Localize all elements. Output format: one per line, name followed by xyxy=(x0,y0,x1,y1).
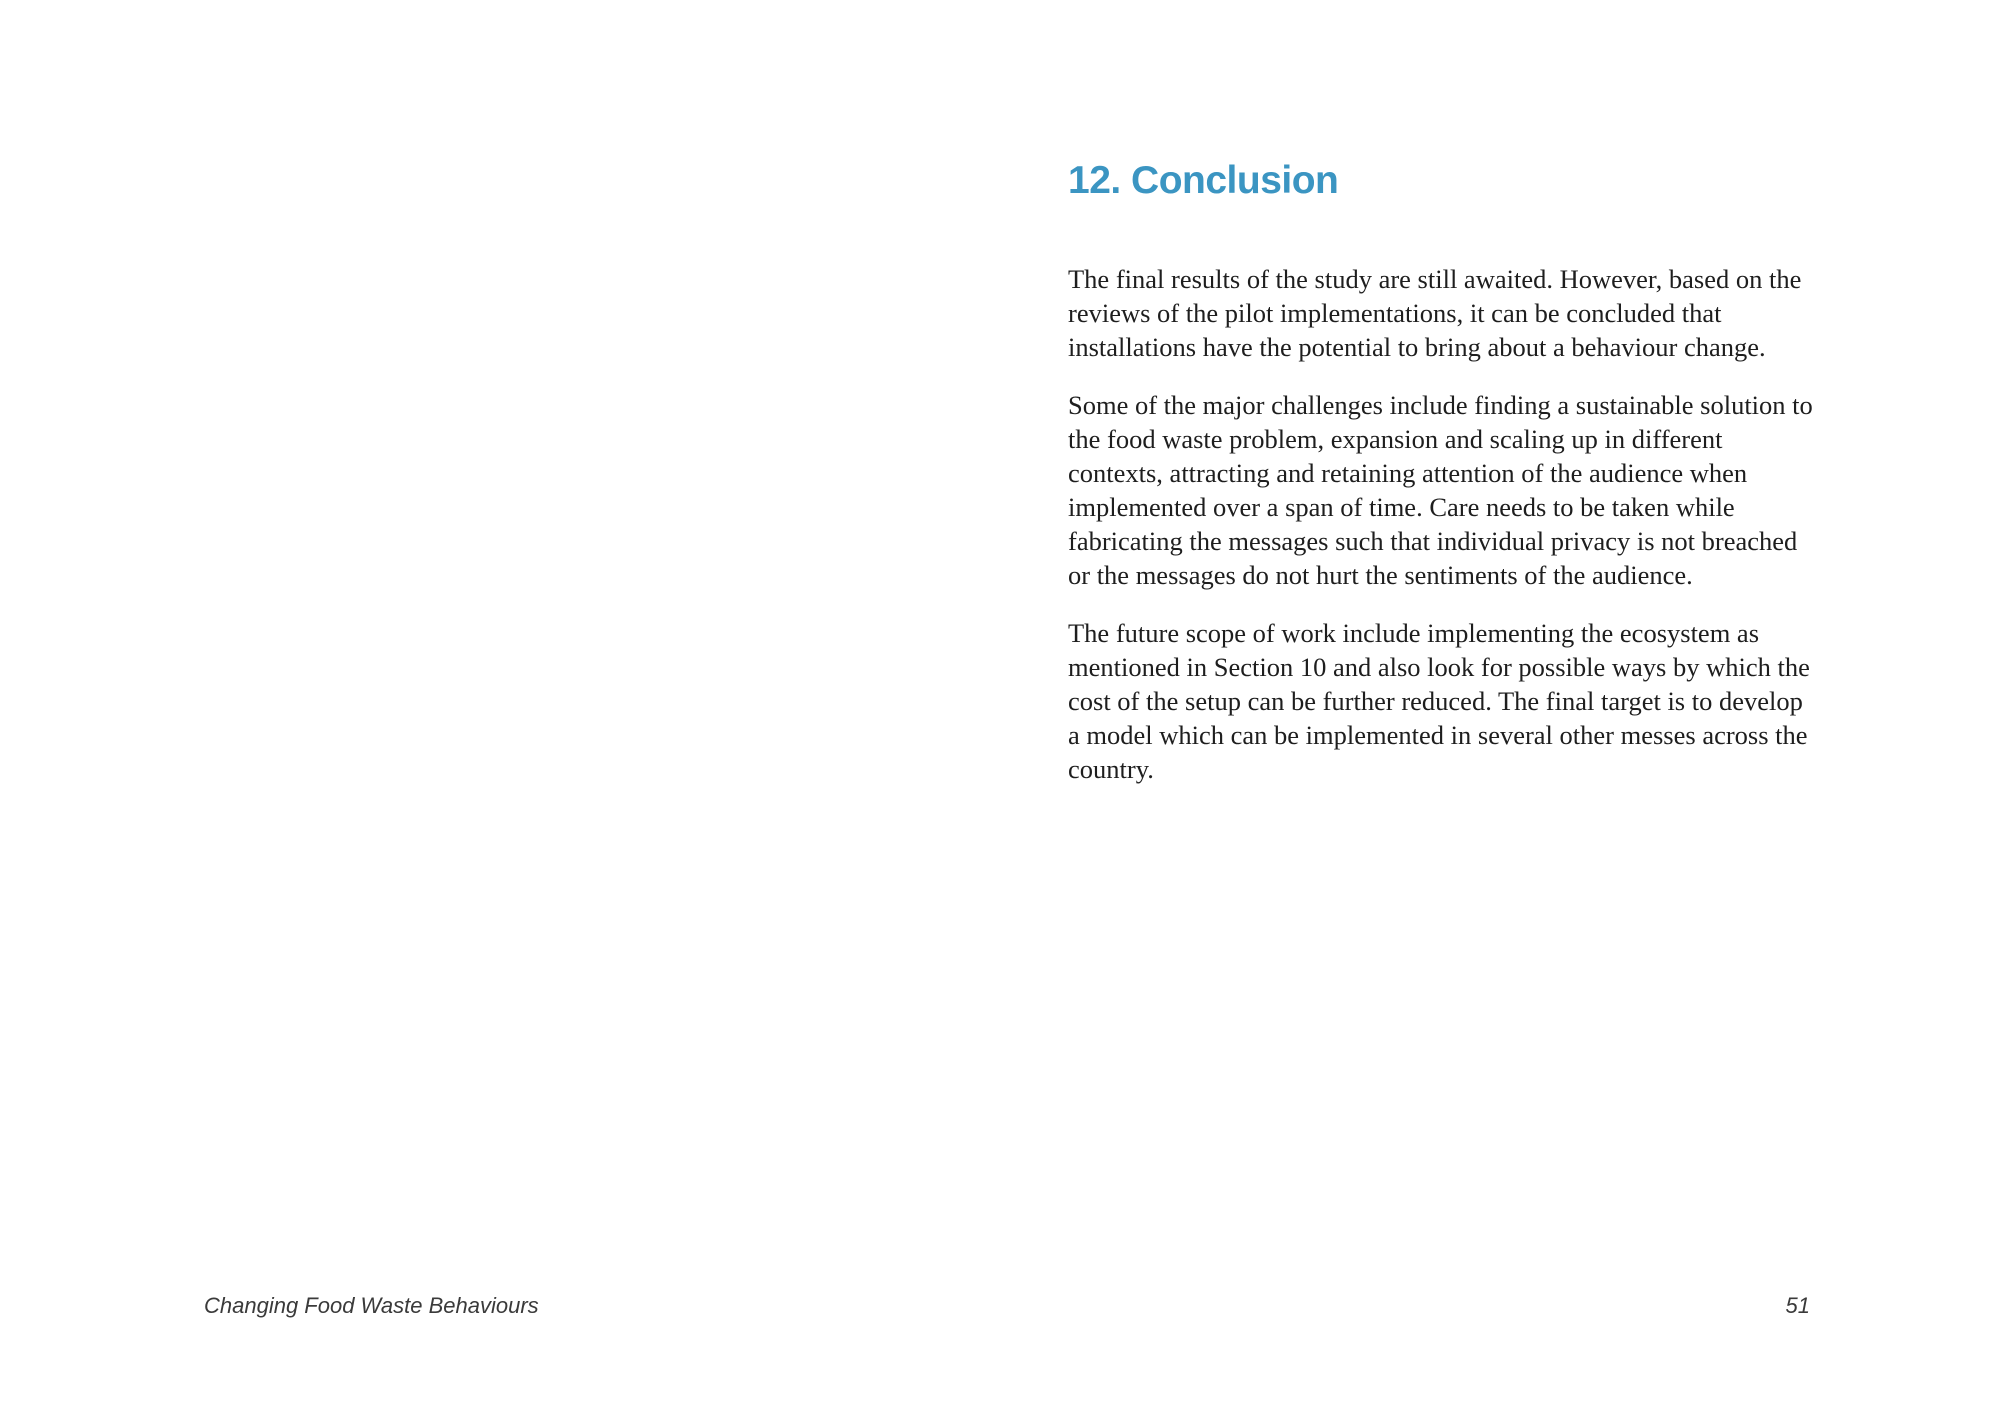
section-body xyxy=(1068,262,1820,810)
footer-document-title: Changing Food Waste Behaviours xyxy=(204,1293,539,1318)
paragraph-future-scope: The future scope of work include implementing the ecosystem as mentioned in Section 10 and also look for possible ways by which the cost of the setup can be further reduced. The final target is to develop a model which can be implemented in several other messes across the country. xyxy=(1068,618,1810,784)
paragraph-challenges: Some of the major challenges include finding a sustainable solution to the food waste problem, expansion and scaling up in different contexts, attracting and retaining attention of the audience when implemented over a span of time. Care needs to be taken while fabricating the messages such that individual privacy is not breached or the messages do not hurt the sentiments of the audience. xyxy=(1068,390,1813,590)
section-heading: 12. Conclusion xyxy=(1068,159,1339,202)
paragraph-results: The final results of the study are still awaited. However, based on the reviews of the pilot implementations, it can be concluded that installations have the potential to bring about a behaviour change. xyxy=(1068,264,1802,362)
page-number: 51 xyxy=(1785,1293,1810,1318)
